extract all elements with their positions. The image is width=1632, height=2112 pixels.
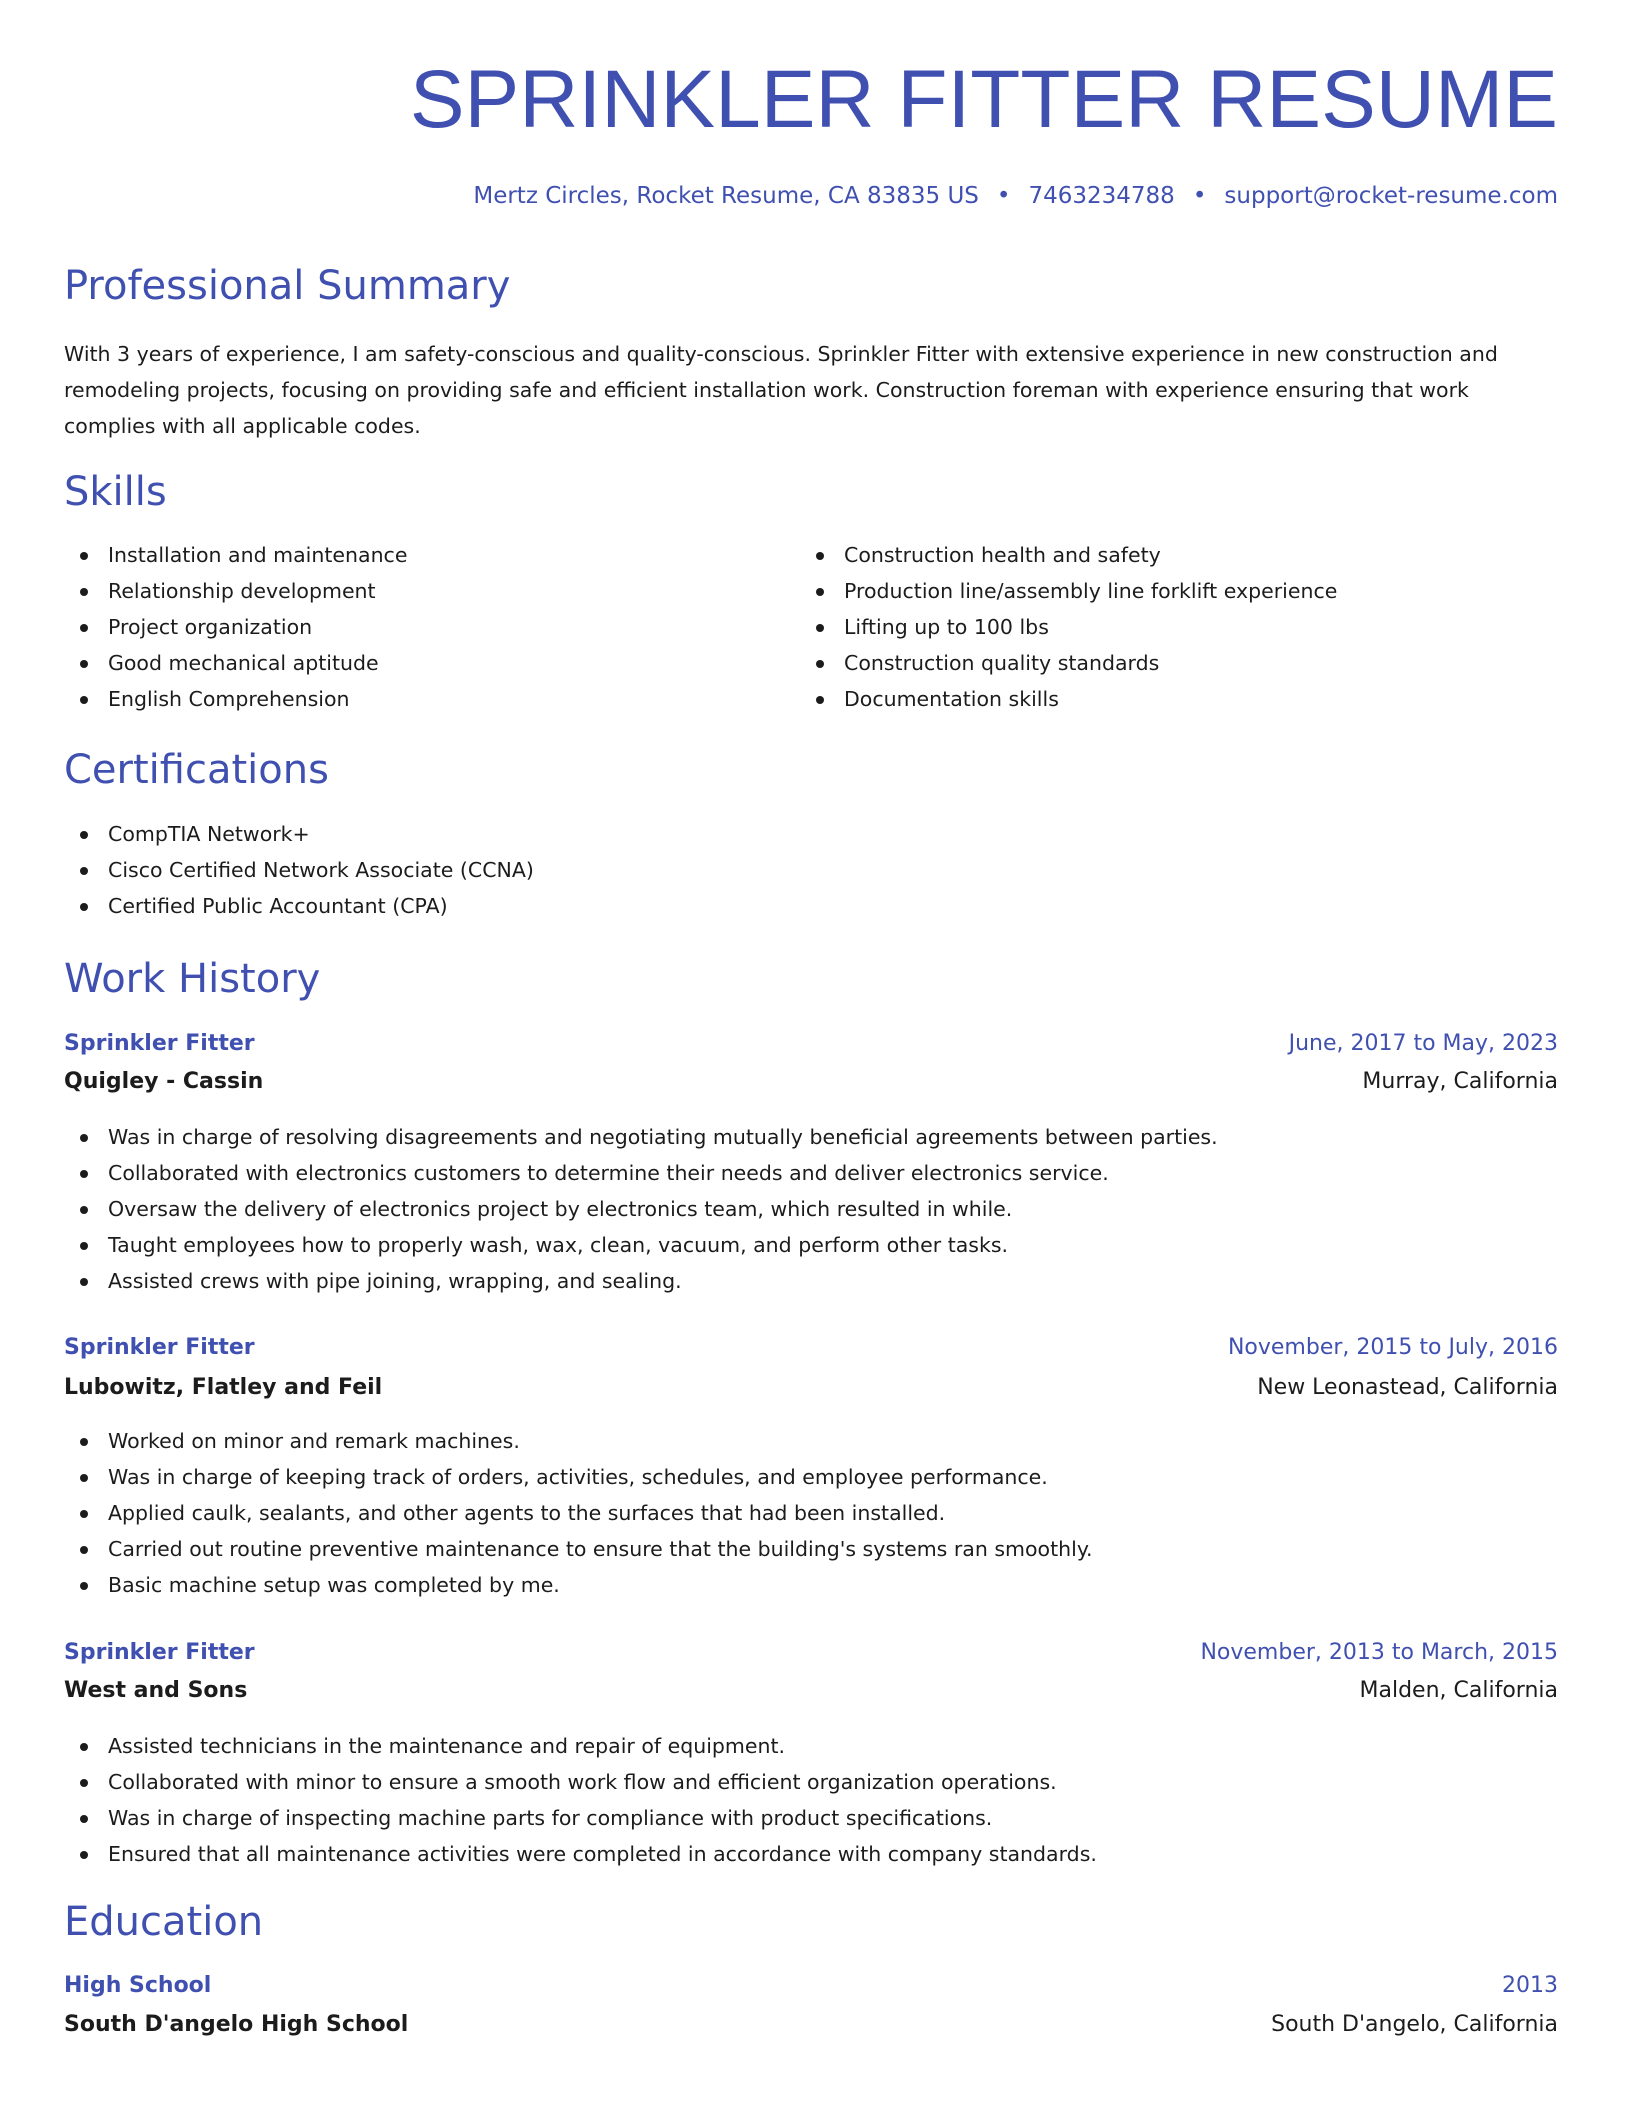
job-duty-item: Worked on minor and remark machines. <box>64 1423 1093 1459</box>
job-duty-item: Assisted crews with pipe joining, wrapping, and sealing. <box>64 1263 1218 1299</box>
job-location: New Leonastead, California <box>1257 1375 1558 1400</box>
skills-heading: Skills <box>64 469 167 515</box>
job-duty-item: Collaborated with minor to ensure a smooth work flow and efficient organization operations. <box>64 1764 1097 1800</box>
job-company-row <box>64 1673 1558 1709</box>
job-duties-list <box>64 1119 1218 1299</box>
job-dates: November, 2013 to March, 2015 <box>1200 1640 1558 1665</box>
summary-heading: Professional Summary <box>64 263 511 309</box>
contact-separator: • <box>996 183 1011 209</box>
skills-list-right <box>800 537 1337 717</box>
job-company: West and Sons <box>64 1678 248 1703</box>
job-company: Lubowitz, Flatley and Feil <box>64 1375 383 1400</box>
education-year: 2013 <box>1502 1973 1558 1998</box>
job-duty-item: Carried out routine preventive maintenance to ensure that the building's systems ran smoothly. <box>64 1531 1093 1567</box>
job-duties-list <box>64 1423 1093 1603</box>
summary-text: With 3 years of experience, I am safety-conscious and quality-conscious. Sprinkler Fitter with extensive experience in new construction and remodeling projects, focusing on providing safe and efficient installation work. Construction foreman with experience ensuring that work complies with all applicable codes. <box>64 342 1498 438</box>
job-duty-item: Assisted technicians in the maintenance and repair of equipment. <box>64 1728 1097 1764</box>
job-duty-item: Applied caulk, sealants, and other agents to the surfaces that had been installed. <box>64 1495 1093 1531</box>
certifications-list <box>64 816 534 924</box>
education-location: South D'angelo, California <box>1271 2012 1558 2037</box>
skill-item: Production line/assembly line forklift experience <box>800 573 1337 609</box>
contact-address: Mertz Circles, Rocket Resume, CA 83835 US <box>473 183 979 209</box>
skill-item: English Comprehension <box>64 681 407 717</box>
job-location: Murray, California <box>1362 1069 1558 1094</box>
job-header-row <box>64 1635 1558 1671</box>
job-company-row <box>64 1064 1558 1100</box>
contact-separator: • <box>1192 183 1207 209</box>
job-duties-list <box>64 1728 1097 1872</box>
contact-email[interactable]: support@rocket-resume.com <box>1224 183 1558 209</box>
certification-item: Cisco Certified Network Associate (CCNA) <box>64 852 534 888</box>
education-heading: Education <box>64 1899 264 1945</box>
skill-item: Documentation skills <box>800 681 1337 717</box>
skill-item: Relationship development <box>64 573 407 609</box>
work-history-heading: Work History <box>64 956 321 1002</box>
job-duty-item: Oversaw the delivery of electronics project by electronics team, which resulted in while. <box>64 1191 1218 1227</box>
job-duty-item: Basic machine setup was completed by me. <box>64 1567 1093 1603</box>
skill-item: Project organization <box>64 609 407 645</box>
education-degree: High School <box>64 1973 212 1998</box>
contact-phone: 7463234788 <box>1028 183 1175 209</box>
job-company-row <box>64 1370 1558 1406</box>
job-location: Malden, California <box>1359 1678 1558 1703</box>
certification-item: CompTIA Network+ <box>64 816 534 852</box>
job-title: Sprinkler Fitter <box>64 1640 255 1665</box>
job-duty-item: Collaborated with electronics customers to determine their needs and deliver electronics service. <box>64 1155 1218 1191</box>
job-dates: November, 2015 to July, 2016 <box>1227 1335 1558 1360</box>
education-school: South D'angelo High School <box>64 2012 409 2037</box>
certification-item: Certified Public Accountant (CPA) <box>64 888 534 924</box>
certifications-heading: Certifications <box>64 747 329 793</box>
job-duty-item: Was in charge of keeping track of orders, activities, schedules, and employee performance. <box>64 1459 1093 1495</box>
education-header-row <box>64 1968 1558 2004</box>
education-school-row <box>64 2007 1558 2043</box>
skill-item: Construction quality standards <box>800 645 1337 681</box>
skill-item: Installation and maintenance <box>64 537 407 573</box>
job-duty-item: Was in charge of inspecting machine parts for compliance with product specifications. <box>64 1800 1097 1836</box>
skills-list-left <box>64 537 407 717</box>
job-duty-item: Ensured that all maintenance activities were completed in accordance with company standards. <box>64 1836 1097 1872</box>
skill-item: Good mechanical aptitude <box>64 645 407 681</box>
job-title: Sprinkler Fitter <box>64 1335 255 1360</box>
job-duty-item: Was in charge of resolving disagreements and negotiating mutually beneficial agreements between parties. <box>64 1119 1218 1155</box>
job-title: Sprinkler Fitter <box>64 1031 255 1056</box>
resume-title: SPRINKLER FITTER RESUME <box>409 54 1558 145</box>
skill-item: Lifting up to 100 lbs <box>800 609 1337 645</box>
job-company: Quigley - Cassin <box>64 1069 264 1094</box>
contact-line <box>473 180 1558 212</box>
skill-item: Construction health and safety <box>800 537 1337 573</box>
job-header-row <box>64 1330 1558 1366</box>
job-header-row <box>64 1026 1558 1062</box>
job-dates: June, 2017 to May, 2023 <box>1288 1031 1558 1056</box>
job-duty-item: Taught employees how to properly wash, wax, clean, vacuum, and perform other tasks. <box>64 1227 1218 1263</box>
